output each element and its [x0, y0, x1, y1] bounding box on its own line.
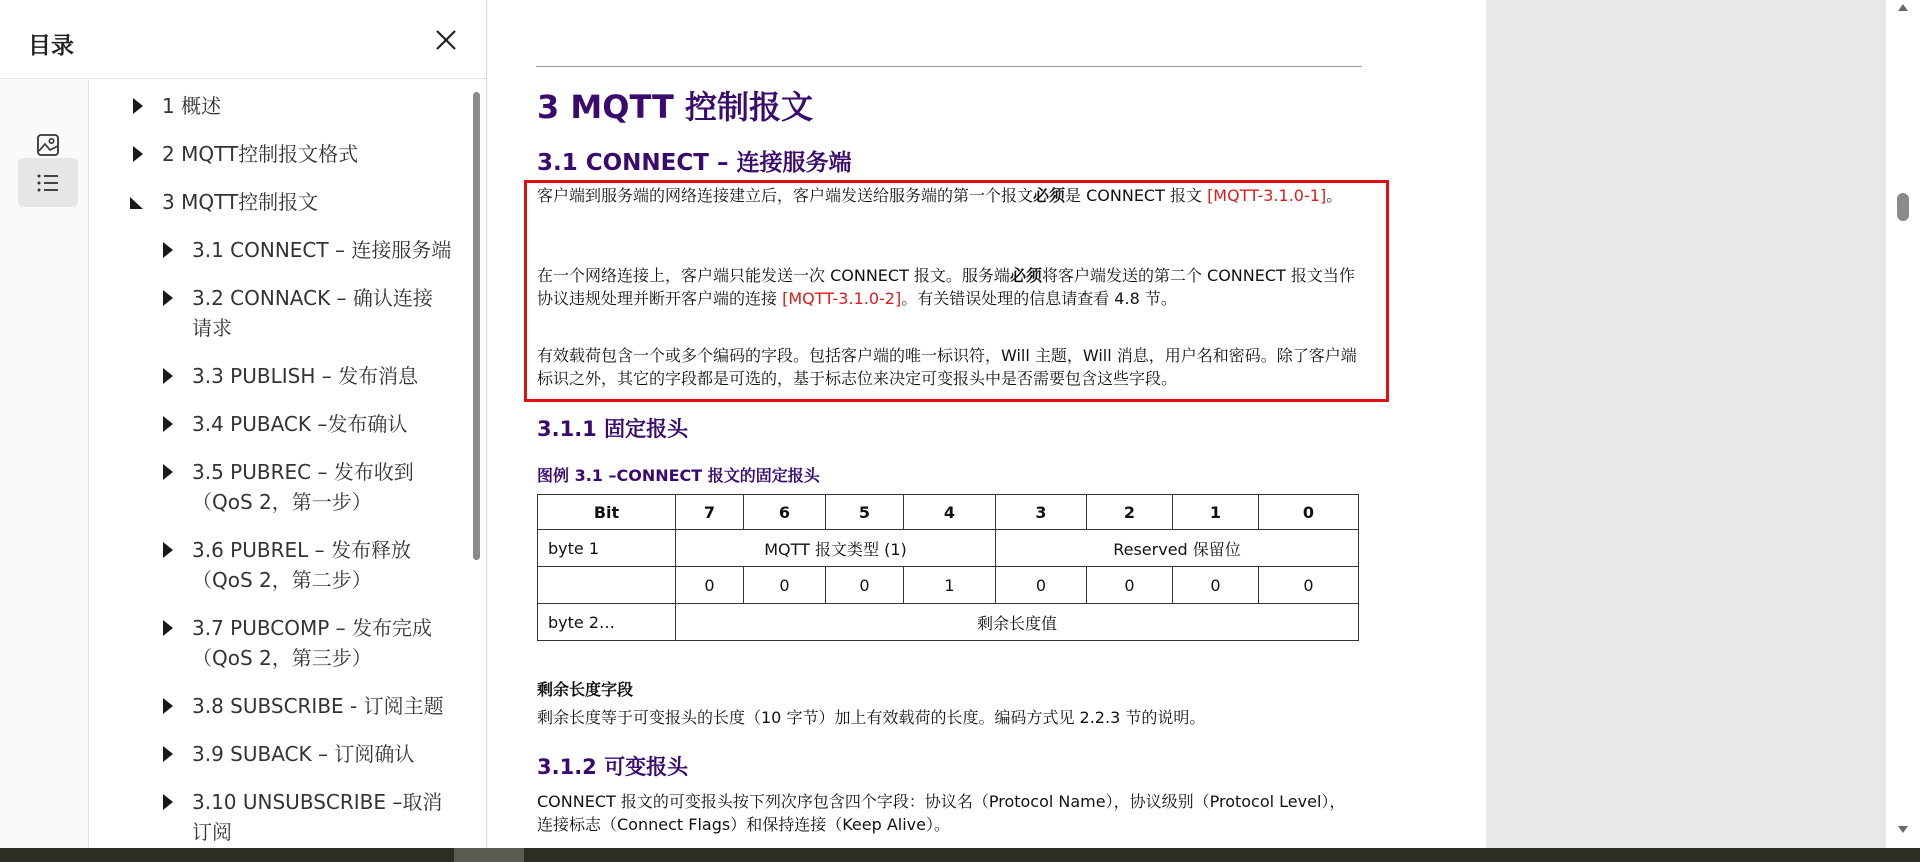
table-cell: 0: [1173, 567, 1259, 604]
toc-item-label: 3.8 SUBSCRIBE - 订阅主题: [192, 694, 444, 718]
table-cell: 0: [1087, 567, 1173, 604]
expand-arrow-icon[interactable]: [158, 613, 178, 643]
close-sidebar-button[interactable]: [430, 24, 462, 56]
paragraph-3: 有效载荷包含一个或多个编码的字段。包括客户端的唯一标识符，Will 主题，Will 消息，用户名和密码。除了客户端标识之外，其它的字段都是可选的，基于标志位来决定可变报头中是否需要包含这些字段。: [537, 346, 1357, 388]
toc-item[interactable]: [158, 691, 444, 721]
chapter-heading: 3 MQTT 控制报文: [537, 88, 813, 126]
figure-caption: 图例 3.1 –CONNECT 报文的固定报头: [537, 466, 820, 485]
table-header-row: [538, 495, 1359, 530]
paragraph-1: [537, 184, 1367, 207]
fixed-header-table: [537, 494, 1359, 641]
sidebar-scrollbar-thumb[interactable]: [473, 92, 480, 560]
collapse-arrow-icon[interactable]: [128, 187, 148, 217]
expand-arrow-icon[interactable]: [128, 139, 148, 169]
toc-item-label: 3.3 PUBLISH – 发布消息: [192, 364, 419, 388]
expand-arrow-icon[interactable]: [158, 235, 178, 265]
table-cell: 0: [1259, 495, 1359, 530]
table-cell: Reserved 保留位: [996, 530, 1359, 567]
toc-item[interactable]: [158, 787, 442, 847]
taskbar: [0, 848, 1920, 862]
table-cell: 3: [996, 495, 1087, 530]
text: 。: [1326, 186, 1343, 205]
toc-item-label: 2 MQTT控制报文格式: [162, 142, 359, 166]
expand-arrow-icon[interactable]: [128, 91, 148, 121]
table-cell: 0: [826, 567, 904, 604]
toc-item[interactable]: [158, 535, 411, 595]
table-row: [538, 530, 1359, 567]
section-heading: 3.1 CONNECT – 连接服务端: [537, 150, 852, 176]
list-icon: [35, 170, 61, 196]
text: 在一个网络连接上，客户端只能发送一次 CONNECT 报文。服务端: [537, 266, 1010, 285]
toc-item-label: 1 概述: [162, 94, 222, 118]
table-cell: 0: [996, 567, 1087, 604]
expand-arrow-icon[interactable]: [158, 457, 178, 487]
toc-item-label: 3.5 PUBREC – 发布收到 （QoS 2，第一步）: [192, 460, 414, 514]
table-cell: byte 1: [538, 530, 676, 567]
text: 将客户端发送的第二个 CONNECT 报文当作协议违规处理并断开客户端的连接: [537, 266, 1355, 308]
table-cell: 0: [676, 567, 744, 604]
document-page: [488, 0, 1486, 848]
table-cell: 剩余长度值: [676, 604, 1359, 641]
toc-item[interactable]: [158, 361, 418, 391]
paragraph-2: [537, 264, 1367, 310]
sidebar-title: 目录: [28, 33, 74, 59]
toc-item-label: 3.6 PUBREL – 发布释放 （QoS 2，第二步）: [192, 538, 411, 592]
table-cell: 2: [1087, 495, 1173, 530]
expand-arrow-icon[interactable]: [158, 283, 178, 313]
document-viewer: [488, 0, 1920, 848]
text: 客户端到服务端的网络连接建立后，客户端发送给服务端的第一个报文: [537, 186, 1034, 205]
table-cell: Bit: [538, 495, 676, 530]
toc-item[interactable]: [158, 613, 432, 673]
outline-sidebar: [0, 0, 487, 848]
expand-arrow-icon[interactable]: [158, 691, 178, 721]
sidebar-mode-rail: [0, 80, 89, 848]
remaining-length-text: 剩余长度等于可变报头的长度（10 字节）加上有效载荷的长度。编码方式见 2.2.3 节的说明。: [537, 708, 1206, 727]
toc-item-label: 3.10 UNSUBSCRIBE –取消 订阅: [192, 790, 443, 844]
expand-arrow-icon[interactable]: [158, 787, 178, 817]
table-cell: 0: [744, 567, 826, 604]
text: 。有关错误处理的信息请查看 4.8 节。: [901, 289, 1177, 308]
toc-item[interactable]: [158, 409, 407, 439]
toc-item[interactable]: [128, 91, 221, 121]
toc-item-label: 3.7 PUBCOMP – 发布完成 （QoS 2，第三步）: [192, 616, 432, 670]
toc-item-label: 3.4 PUBACK –发布确认: [192, 412, 408, 436]
toc-item[interactable]: [158, 283, 433, 343]
toc-item[interactable]: [158, 457, 414, 517]
expand-arrow-icon[interactable]: [158, 361, 178, 391]
table-row: [538, 604, 1359, 641]
expand-arrow-icon[interactable]: [158, 739, 178, 769]
toc-item[interactable]: [128, 139, 358, 169]
text: 是 CONNECT 报文: [1065, 186, 1208, 205]
taskbar-item[interactable]: [454, 848, 524, 862]
table-cell: byte 2…: [538, 604, 676, 641]
emphasis: 必须: [1009, 266, 1042, 285]
toc-item[interactable]: [128, 187, 318, 217]
toc-item[interactable]: [158, 235, 451, 265]
subsection-heading: 3.1.2 可变报头: [537, 755, 689, 779]
spec-reference-link[interactable]: [MQTT-3.1.0-1]: [1207, 186, 1327, 205]
table-cell: 6: [744, 495, 826, 530]
toc-item[interactable]: [158, 739, 414, 769]
sidebar-header: [0, 0, 486, 79]
expand-arrow-icon[interactable]: [158, 535, 178, 565]
toc-item-label: 3.9 SUBACK – 订阅确认: [192, 742, 415, 766]
scroll-up-arrow-icon[interactable]: [1896, 2, 1910, 14]
page-divider: [536, 66, 1362, 67]
document-scrollbar-thumb[interactable]: [1897, 193, 1909, 221]
table-cell: 5: [826, 495, 904, 530]
table-cell: 4: [904, 495, 996, 530]
table-of-contents: [90, 80, 470, 848]
remaining-length-label: 剩余长度字段: [537, 680, 634, 699]
table-row: [538, 567, 1359, 604]
toc-item-label: 3.2 CONNACK – 确认连接 请求: [192, 286, 433, 340]
toc-item-label: 3 MQTT控制报文: [162, 190, 319, 214]
image-icon: [35, 132, 61, 158]
table-cell: 1: [1173, 495, 1259, 530]
outline-mode-button[interactable]: [18, 158, 78, 207]
emphasis: 必须: [1033, 186, 1066, 205]
table-cell: 7: [676, 495, 744, 530]
subsection-heading: 3.1.1 固定报头: [537, 417, 689, 441]
scroll-down-arrow-icon[interactable]: [1896, 823, 1910, 835]
table-cell: MQTT 报文类型 (1): [676, 530, 996, 567]
table-cell: 1: [904, 567, 996, 604]
toc-item-label: 3.1 CONNECT – 连接服务端: [192, 238, 452, 262]
table-cell: [538, 567, 676, 604]
variable-header-text: CONNECT 报文的可变报头按下列次序包含四个字段：协议名（Protocol Name），协议级别（Protocol Level），连接标志（Connect Flags）和保持连接（Keep Alive）。: [537, 792, 1346, 834]
spec-reference-link[interactable]: [MQTT-3.1.0-2]: [782, 289, 902, 308]
table-cell: 0: [1259, 567, 1359, 604]
document-scrollbar[interactable]: [1886, 0, 1920, 848]
close-icon: [430, 24, 462, 56]
expand-arrow-icon[interactable]: [158, 409, 178, 439]
